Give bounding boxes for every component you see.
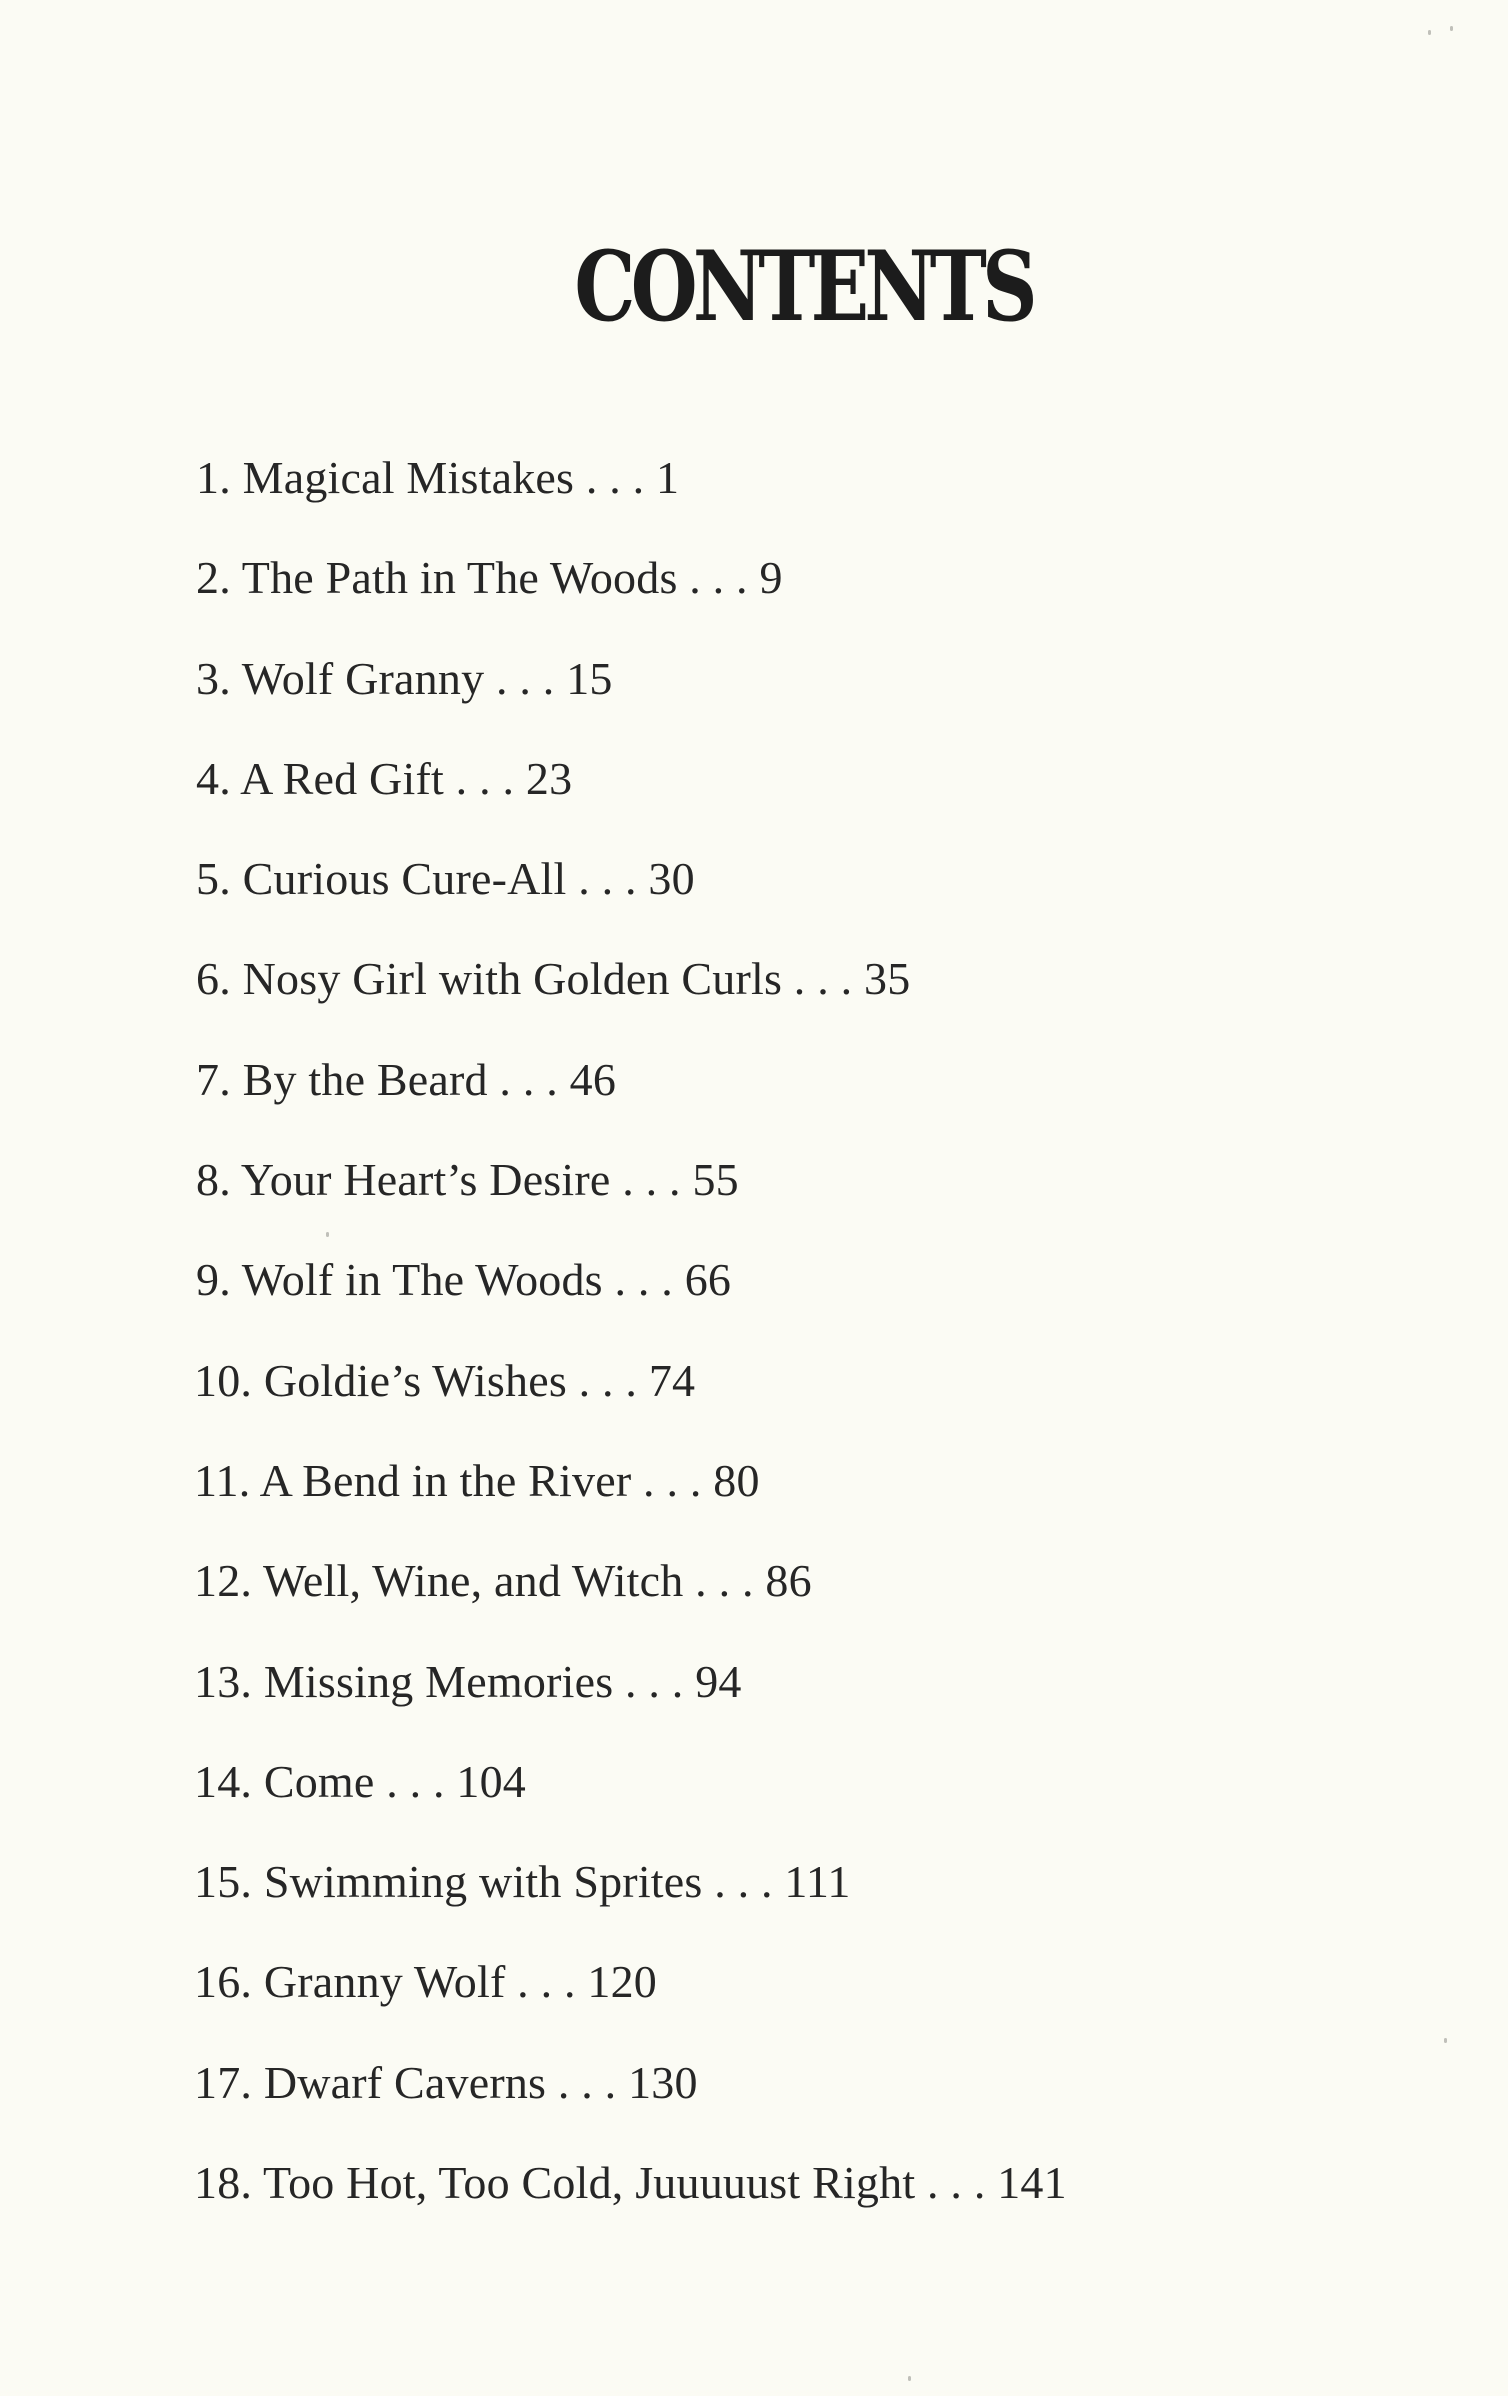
page-number: 30 <box>648 853 695 905</box>
page-number: 111 <box>784 1856 851 1908</box>
page-number: 9 <box>759 552 783 604</box>
chapter-title: By the Beard <box>242 1053 488 1105</box>
chapter-number: 18. <box>194 2157 253 2209</box>
chapter-title: Missing Memories <box>263 1655 614 1707</box>
chapter-title: Goldie’s Wishes <box>263 1354 567 1406</box>
page-number: 55 <box>692 1154 739 1206</box>
chapter-title: Come <box>263 1755 375 1807</box>
paper-speck <box>1444 2038 1447 2043</box>
chapter-title: A Bend in the River <box>259 1454 632 1506</box>
chapter-number: 3. <box>196 652 231 704</box>
page-number: 120 <box>587 1956 657 2008</box>
page-number: 104 <box>456 1755 527 1807</box>
page-number: 15 <box>566 652 613 704</box>
page-number: 66 <box>684 1254 732 1306</box>
leader-dots: . . . <box>443 752 526 804</box>
toc-entry <box>196 741 1396 841</box>
chapter-title: Swimming with Sprites <box>263 1856 703 1908</box>
leader-dots: . . . <box>602 1254 685 1306</box>
toc-entry <box>196 941 1396 1041</box>
chapter-title: Well, Wine, and Witch <box>262 1555 684 1607</box>
chapter-number: 5. <box>196 853 231 905</box>
toc-entry <box>196 1042 1396 1142</box>
chapter-number: 11. <box>194 1454 251 1506</box>
leader-dots: . . . <box>566 853 649 905</box>
toc-entry <box>194 1343 1396 1443</box>
toc-entry <box>194 2145 1396 2245</box>
toc-entry <box>196 1142 1396 1242</box>
chapter-number: 13. <box>194 1655 253 1707</box>
leader-dots: . . . <box>566 1354 649 1406</box>
toc-entry <box>194 1844 1396 1944</box>
paper-speck <box>1428 30 1431 35</box>
page-number: 86 <box>765 1555 812 1607</box>
chapter-title: Magical Mistakes <box>242 452 575 503</box>
toc-entry <box>194 1443 1396 1543</box>
leader-dots: . . . <box>574 452 657 503</box>
leader-dots: . . . <box>487 1053 570 1105</box>
chapter-title: Curious Cure-All <box>242 853 567 905</box>
page-number: 35 <box>864 953 911 1005</box>
leader-dots: . . . <box>631 1454 714 1506</box>
chapter-title: Wolf Granny <box>241 652 485 704</box>
chapter-number: 1. <box>196 452 231 503</box>
chapter-title: Granny Wolf <box>263 1956 506 2008</box>
table-of-contents <box>196 440 1396 2245</box>
leader-dots: . . . <box>610 1154 693 1206</box>
chapter-number: 17. <box>194 2056 253 2108</box>
chapter-number: 14. <box>194 1755 253 1807</box>
page-number: 141 <box>997 2157 1067 2209</box>
toc-entry <box>194 1944 1396 2044</box>
chapter-title: Dwarf Caverns <box>263 2056 547 2108</box>
toc-entry <box>196 1242 1396 1342</box>
toc-entry <box>196 841 1396 941</box>
leader-dots: . . . <box>613 1655 696 1707</box>
chapter-title: Your Heart’s Desire <box>240 1154 611 1206</box>
toc-entry <box>196 440 1396 540</box>
chapter-number: 10. <box>194 1354 253 1406</box>
chapter-number: 4. <box>196 752 231 804</box>
toc-entry <box>196 641 1396 741</box>
toc-entry <box>194 2045 1396 2145</box>
leader-dots: . . . <box>677 552 760 604</box>
page-number: 1 <box>656 452 680 503</box>
leader-dots: . . . <box>915 2157 998 2209</box>
chapter-title: Nosy Girl with Golden Curls <box>242 953 783 1005</box>
chapter-title: The Path in The Woods <box>241 552 678 604</box>
chapter-number: 12. <box>194 1555 253 1607</box>
chapter-number: 6. <box>196 953 231 1005</box>
leader-dots: . . . <box>505 1956 588 2008</box>
leader-dots: . . . <box>484 652 567 704</box>
chapter-title: Wolf in The Woods <box>241 1254 603 1306</box>
page-title: CONTENTS <box>574 230 1033 343</box>
chapter-number: 2. <box>196 552 231 604</box>
chapter-title: Too Hot, Too Cold, Juuuuust Right <box>262 2157 916 2209</box>
chapter-title: A Red Gift <box>240 752 444 804</box>
chapter-number: 7. <box>196 1053 231 1105</box>
leader-dots: . . . <box>683 1555 766 1607</box>
page-number: 130 <box>628 2056 698 2108</box>
leader-dots: . . . <box>702 1856 785 1908</box>
toc-entry <box>194 1543 1396 1643</box>
leader-dots: . . . <box>374 1755 457 1807</box>
page-number: 46 <box>569 1053 617 1105</box>
leader-dots: . . . <box>546 2056 629 2108</box>
toc-entry <box>194 1744 1396 1844</box>
chapter-number: 8. <box>196 1154 231 1206</box>
page-number: 74 <box>648 1354 696 1406</box>
paper-speck <box>1450 26 1453 31</box>
chapter-number: 16. <box>194 1956 253 2008</box>
page-number: 94 <box>695 1655 742 1707</box>
paper-speck <box>326 1232 329 1237</box>
chapter-number: 9. <box>196 1254 231 1306</box>
toc-entry <box>194 1644 1396 1744</box>
leader-dots: . . . <box>782 953 865 1005</box>
toc-entry <box>196 540 1396 640</box>
page-number: 80 <box>713 1454 760 1506</box>
page-number: 23 <box>525 752 573 804</box>
chapter-number: 15. <box>194 1856 253 1908</box>
paper-speck <box>908 2376 911 2381</box>
